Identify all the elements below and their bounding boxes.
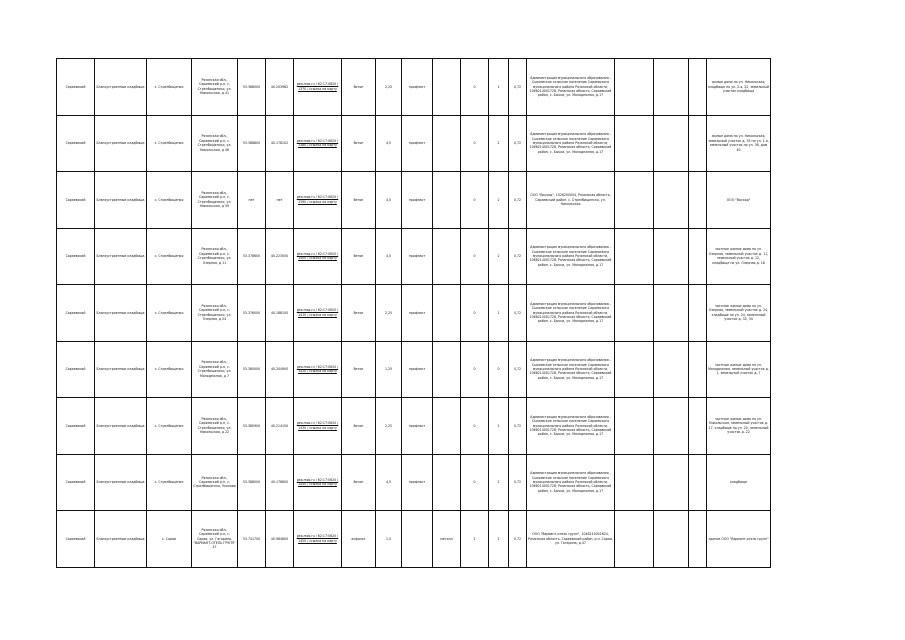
count-cell-b: 2	[489, 454, 509, 511]
sources-cell: жилые дома по ул. Никольская, кладбище по ул. 2-я, 22, земельный участок кладбища	[707, 59, 771, 116]
address-cell: Рязанская обл., Сараевский р-н, с. Стрелбищенско, ул. Никольская, д 46	[192, 115, 238, 172]
surface-cell: бетон	[342, 341, 376, 398]
organization-cell: ООО "Восход", 1026200004, Рязанская область, Сараевский район, с. Стрелбищенско, ул. Никольская	[527, 172, 615, 229]
longitude-cell: 40.176800	[266, 454, 294, 511]
register-table	[56, 58, 771, 568]
material-cell	[433, 398, 461, 455]
area-cell: 1,5	[376, 511, 402, 568]
empty-cell-c	[689, 398, 707, 455]
volume-cell: 0,72	[509, 398, 527, 455]
volume-cell: 0,72	[509, 454, 527, 511]
locality-cell: с. Стрелбищенко	[147, 59, 192, 116]
district-cell: Сараевский	[57, 228, 95, 285]
empty-cell-a	[615, 228, 654, 285]
sources-cell: жилые дома по ул. Никольская, земельный участок д. 35 по ул. 1-я, земельный участок по ул. 36, дом 40	[707, 115, 771, 172]
empty-cell-b	[654, 172, 689, 229]
table-row	[57, 454, 771, 511]
locality-cell: с. Стрелбищенко	[147, 454, 192, 511]
table-row	[57, 172, 771, 229]
material-cell	[433, 228, 461, 285]
locality-cell: с. Стрелбищенко	[147, 341, 192, 398]
material-cell	[433, 115, 461, 172]
empty-cell-a	[615, 511, 654, 568]
sources-cell: частные жилые дома по ул. Молодежная, земельный участок д. 1, земельный участок д. 7	[707, 341, 771, 398]
surface-cell: бетон	[342, 285, 376, 342]
cadastre-link[interactable]: geo.mos.ru / 62:17:0620 / 1450 / ссылка на карту	[296, 534, 339, 543]
type-cell: Благоустроенные кладбища	[95, 511, 147, 568]
latitude-cell: 53.378600	[238, 228, 266, 285]
material-cell	[433, 285, 461, 342]
longitude-cell: 40.214100	[266, 398, 294, 455]
empty-cell-c	[689, 59, 707, 116]
fence-cell: профнаст	[402, 172, 433, 229]
cadastre-link[interactable]: geo.mos.ru / 62:17:0620 / 1420 / ссылка на карту	[296, 364, 339, 374]
latitude-cell: 53.741700	[238, 511, 266, 568]
locality-cell: с. Стрелбищенко	[147, 285, 192, 342]
fence-cell: профнаст	[402, 59, 433, 116]
count-cell-b: 2	[489, 115, 509, 172]
table-row	[57, 59, 771, 116]
latitude-cell: 53.388000	[238, 454, 266, 511]
district-cell: Сараевский	[57, 398, 95, 455]
organization-cell: Администрация муниципального образования - Сысоевское сельское поселение Сараевского муниципального района Рязанской области, 1066214001728, Рязанская область, Сараевский район, с. Бычки, ул. Молодежная, д.17	[527, 228, 615, 285]
count-cell-b: 1	[489, 59, 509, 116]
longitude-cell: 40.178102	[266, 115, 294, 172]
address-cell: Рязанская обл., Сараевский р-н, с. Стрелбищенско, ул. Никольская, д 41	[192, 59, 238, 116]
longitude-cell: 40.223000	[266, 228, 294, 285]
empty-cell-c	[689, 511, 707, 568]
empty-cell-c	[689, 285, 707, 342]
surface-cell: бетон	[342, 454, 376, 511]
cadastre-link[interactable]: geo.mos.ru / 62:17:0620 / 1410 / ссылка на карту	[296, 308, 339, 317]
volume-cell: 0,72	[509, 228, 527, 285]
spreadsheet-page	[56, 58, 770, 567]
organization-cell: Администрация муниципального образования - Сысоевское сельское поселение Сараевского муниципального района Рязанской области, 1066214001728, Рязанская область, Сараевский район, с. Бычки, ул. Молодежная, д.17	[527, 285, 615, 342]
empty-cell-a	[615, 115, 654, 172]
type-cell: Благоустроенные кладбища	[95, 172, 147, 229]
count-cell-b: 2	[489, 228, 509, 285]
type-cell: Благоустроенные кладбища	[95, 59, 147, 116]
count-cell-b: 2	[489, 172, 509, 229]
material-cell	[433, 172, 461, 229]
empty-cell-c	[689, 228, 707, 285]
address-cell: Рязанская обл., Сараевский р-н, с. Стрелбищенско, ул. Никольская, д 59	[192, 172, 238, 229]
table-row	[57, 115, 771, 172]
fence-cell: профнаст	[402, 115, 433, 172]
table-row	[57, 398, 771, 455]
cadastre-link-cell[interactable]	[294, 228, 342, 285]
fence-cell: профнаст	[402, 228, 433, 285]
empty-cell-c	[689, 341, 707, 398]
volume-cell: 0,72	[509, 172, 527, 229]
address-cell: Рязанская обл., Сараевский р-н, с. Стрелбищенско, Ухолово	[192, 454, 238, 511]
area-cell: 4,5	[376, 228, 402, 285]
type-cell: Благоустроенные кладбища	[95, 454, 147, 511]
table-row	[57, 228, 771, 285]
longitude-cell: нет	[266, 172, 294, 229]
cadastre-link-cell[interactable]	[294, 59, 342, 116]
volume-cell: 0,72	[509, 341, 527, 398]
cadastre-link[interactable]: geo.mos.ru / 62:17:0620 / 1430 / ссылка на карту	[296, 421, 339, 430]
sources-cell: частные жилые дома по ул. Озерная, земельный участок д. 24, кладбище по ул. 24, земельный участок д. 32, 34	[707, 285, 771, 342]
empty-cell-b	[654, 341, 689, 398]
latitude-cell: 53.380000	[238, 341, 266, 398]
area-cell: 4,5	[376, 454, 402, 511]
fence-cell: профнаст	[402, 341, 433, 398]
sources-cell: частные жилые дома по ул. Озерная, земельный участок д. 11, земельный участок д. 12, кладбище по ул. Озерная д. 18	[707, 228, 771, 285]
empty-cell-a	[615, 285, 654, 342]
district-cell: Сараевский	[57, 511, 95, 568]
empty-cell-a	[615, 454, 654, 511]
organization-cell: Администрация муниципального образования - Сысоевское сельское поселение Сараевского муниципального района Рязанской области, 1066214001728, Рязанская область, Сараевский район, с. Бычки, ул. Молодежная, д.17	[527, 398, 615, 455]
organization-cell: Администрация муниципального образования - Сысоевское сельское поселение Сараевского муниципального района Рязанской области, 1066214001728, Рязанская область, Сараевский район, с. Бычки, ул. Молодежная, д.17	[527, 454, 615, 511]
volume-cell: 0,72	[509, 115, 527, 172]
area-cell: 4,5	[376, 115, 402, 172]
surface-cell: бетон	[342, 172, 376, 229]
area-cell: 4,5	[376, 172, 402, 229]
type-cell: Благоустроенные кладбища	[95, 115, 147, 172]
empty-cell-b	[654, 398, 689, 455]
count-cell-b: 1	[489, 285, 509, 342]
address-cell: Рязанская обл., Сараевский р-н, с. Стрелбищенско, ул. Озерная, д 24	[192, 285, 238, 342]
count-cell-a: 0	[461, 228, 489, 285]
cadastre-link-cell[interactable]	[294, 454, 342, 511]
locality-cell: с. Стрелбищенко	[147, 398, 192, 455]
cadastre-link-cell[interactable]	[294, 398, 342, 455]
volume-cell: 0,72	[509, 285, 527, 342]
count-cell-a: 0	[461, 285, 489, 342]
empty-cell-a	[615, 172, 654, 229]
locality-cell: с. Сараи	[147, 511, 192, 568]
locality-cell: с. Стрелбищенко	[147, 228, 192, 285]
material-cell	[433, 454, 461, 511]
material-cell	[433, 59, 461, 116]
longitude-cell: 40.984600	[266, 511, 294, 568]
organization-cell: Администрация муниципального образования - Сысоевское сельское поселение Сараевского муниципального района Рязанской области, 1066214001728, Рязанская область, Сараевский район, с. Бычки, ул. Молодежная, д.17	[527, 115, 615, 172]
address-cell: Рязанская обл., Сараевский р-н, с. Стрелбищенско, ул. Молодежная, д 7	[192, 341, 238, 398]
surface-cell: бетон	[342, 59, 376, 116]
count-cell-a: 0	[461, 172, 489, 229]
district-cell: Сараевский	[57, 285, 95, 342]
district-cell: Сараевский	[57, 454, 95, 511]
organization-cell: ООО "Вариант-отель групп", 1046214001624, Рязанская область, Сараевский район, р.п. Сараи, ул. Гагарина, д.47	[527, 511, 615, 568]
count-cell-b: 2	[489, 511, 509, 568]
cadastre-link[interactable]: geo.mos.ru / 62:17:0620 / 1390 / ссылка на карту	[296, 195, 339, 204]
cadastre-link-cell[interactable]	[294, 341, 342, 398]
cadastre-link[interactable]: geo.mos.ru / 62:17:0620 / 1370 / ссылка на карту	[296, 82, 339, 91]
area-cell: 2,25	[376, 285, 402, 342]
sources-cell: здание ООО "Вариант-отель групп"	[707, 511, 771, 568]
material-cell: металл	[433, 511, 461, 568]
empty-cell-b	[654, 59, 689, 116]
cadastre-link[interactable]: geo.mos.ru / 62:17:0620 / 1440 / ссылка на карту	[296, 477, 339, 487]
count-cell-a: 0	[461, 398, 489, 455]
empty-cell-c	[689, 454, 707, 511]
surface-cell: бетон	[342, 398, 376, 455]
latitude-cell: 53.388800	[238, 115, 266, 172]
sources-cell: ООО "Восход"	[707, 172, 771, 229]
area-cell: 2,25	[376, 398, 402, 455]
table-body	[57, 59, 771, 568]
address-cell: Рязанская обл., Сараевский р-н, с. Стрелбищенско, ул. Озерная, д 11	[192, 228, 238, 285]
count-cell-a: 0	[461, 454, 489, 511]
longitude-cell: 40.188100	[266, 285, 294, 342]
cadastre-link-cell[interactable]	[294, 115, 342, 172]
surface-cell: асфальт	[342, 511, 376, 568]
volume-cell: 0,72	[509, 511, 527, 568]
fence-cell: профнаст	[402, 285, 433, 342]
surface-cell: бетон	[342, 115, 376, 172]
type-cell: Благоустроенные кладбища	[95, 341, 147, 398]
table-row	[57, 511, 771, 568]
district-cell: Сараевский	[57, 115, 95, 172]
empty-cell-a	[615, 59, 654, 116]
latitude-cell: 53.376000	[238, 285, 266, 342]
type-cell: Благоустроенные кладбища	[95, 285, 147, 342]
organization-cell: Администрация муниципального образования - Сысоевское сельское поселение Сараевского муниципального района Рязанской области, 1066214001728, Рязанская область, Сараевский район, с. Бычки, ул. Молодежная, д.17	[527, 59, 615, 116]
locality-cell: с. Стрелбищенко	[147, 172, 192, 229]
district-cell: Сараевский	[57, 59, 95, 116]
count-cell-b: 1	[489, 398, 509, 455]
empty-cell-b	[654, 511, 689, 568]
locality-cell: с. Стрелбищенко	[147, 115, 192, 172]
empty-cell-a	[615, 398, 654, 455]
type-cell: Благоустроенные кладбища	[95, 228, 147, 285]
sources-cell: частные жилые дома по ул. Никольская, земельный участок д. 17, кладбище по ул. 20, земельный участок д. 22	[707, 398, 771, 455]
count-cell-b: 0	[489, 341, 509, 398]
surface-cell: бетон	[342, 228, 376, 285]
material-cell	[433, 341, 461, 398]
cadastre-link-cell[interactable]	[294, 285, 342, 342]
empty-cell-b	[654, 285, 689, 342]
table-row	[57, 341, 771, 398]
latitude-cell: 53.386000	[238, 59, 266, 116]
volume-cell: 0,72	[509, 59, 527, 116]
latitude-cell: нет	[238, 172, 266, 229]
empty-cell-b	[654, 228, 689, 285]
address-cell: Рязанская обл., Сараевский р-н, с. Сараи, ул. Гагарина, "ВАРИАНТ-ОТЕЛЬ ГРУПП" 47	[192, 511, 238, 568]
empty-cell-c	[689, 115, 707, 172]
empty-cell-b	[654, 454, 689, 511]
count-cell-a: 0	[461, 59, 489, 116]
fence-cell: профнаст	[402, 454, 433, 511]
empty-cell-b	[654, 115, 689, 172]
fence-cell: профнаст	[402, 398, 433, 455]
longitude-cell: 40.204900	[266, 341, 294, 398]
empty-cell-c	[689, 172, 707, 229]
count-cell-a: 2	[461, 511, 489, 568]
organization-cell: Администрация муниципального образования - Сысоевское сельское поселение Сараевского муниципального района Рязанской области, 1066214001728, Рязанская область, Сараевский район, с. Бычки, ул. Молодежная, д.17	[527, 341, 615, 398]
count-cell-a: 0	[461, 341, 489, 398]
area-cell: 1,25	[376, 341, 402, 398]
count-cell-a: 0	[461, 115, 489, 172]
cadastre-link[interactable]: geo.mos.ru / 62:17:0620 / 1400 / ссылка на карту	[296, 251, 339, 261]
latitude-cell: 53.380900	[238, 398, 266, 455]
area-cell: 2,25	[376, 59, 402, 116]
sources-cell: кладбище	[707, 454, 771, 511]
type-cell: Благоустроенные кладбища	[95, 398, 147, 455]
empty-cell-a	[615, 341, 654, 398]
fence-cell	[402, 511, 433, 568]
district-cell: Сараевский	[57, 341, 95, 398]
cadastre-link-cell[interactable]	[294, 172, 342, 229]
table-row	[57, 285, 771, 342]
longitude-cell: 40.203982	[266, 59, 294, 116]
cadastre-link-cell[interactable]	[294, 511, 342, 568]
cadastre-link[interactable]: geo.mos.ru / 62:17:0620 / 1380 / ссылка на карту	[296, 138, 339, 148]
district-cell: Сараевский	[57, 172, 95, 229]
address-cell: Рязанская обл., Сараевский р-н, с. Стрелбищенско, ул. Никольская, д 22	[192, 398, 238, 455]
